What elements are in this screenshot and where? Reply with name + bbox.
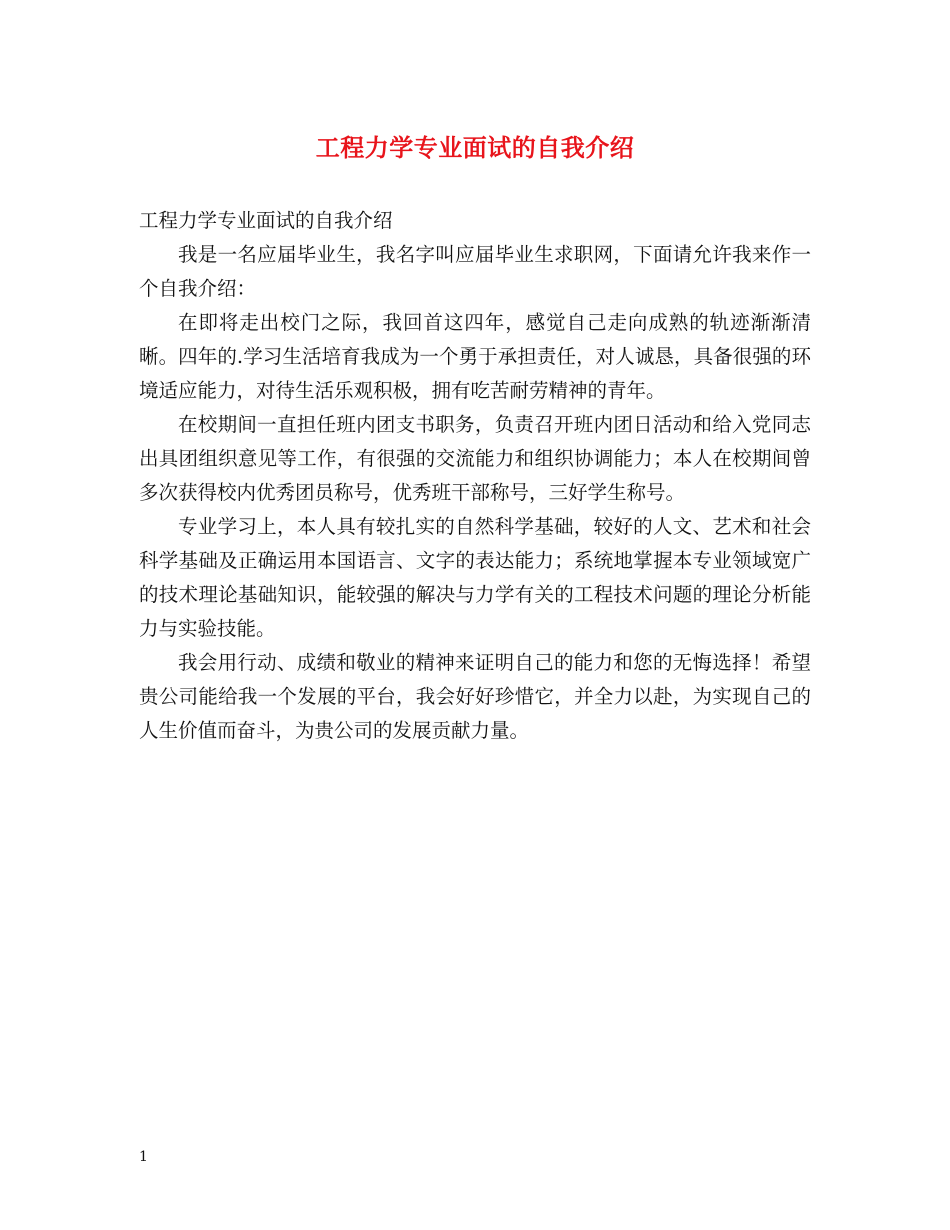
page-number: 1: [139, 1149, 148, 1165]
paragraph-4: 专业学习上，本人具有较扎实的自然科学基础，较好的人文、艺术和社会科学基础及正确运用本国语言、文字的表达能力；系统地掌握本专业领域宽广的技术理论基础知识，能较强的解决与力学有关的工程技术问题的理论分析能力与实验技能。: [139, 515, 811, 640]
document-title: 工程力学专业面试的自我介绍: [315, 133, 635, 162]
paragraph-5: 我会用行动、成绩和敬业的精神来证明自己的能力和您的无悔选择！希望贵公司能给我一个发展的平台，我会好好珍惜它，并全力以赴，为实现自己的人生价值而奋斗，为贵公司的发展贡献力量。: [139, 651, 811, 742]
document-body: [139, 204, 811, 748]
paragraph-3: 在校期间一直担任班内团支书职务，负责召开班内团日活动和给入党同志出具团组织意见等工作，有很强的交流能力和组织协调能力；本人在校期间曾多次获得校内优秀团员称号，优秀班干部称号，三好学生称号。: [139, 413, 811, 504]
document-subtitle: 工程力学专业面试的自我介绍: [139, 209, 393, 232]
paragraph-2: 在即将走出校门之际，我回首这四年，感觉自己走向成熟的轨迹渐渐清晰。四年的.学习生活培育我成为一个勇于承担责任，对人诚恳，具备很强的环境适应能力，对待生活乐观积极，拥有吃苦耐劳精神的青年。: [139, 311, 811, 402]
paragraph-1: 我是一名应届毕业生，我名字叫应届毕业生求职网，下面请允许我来作一个自我介绍：: [139, 243, 811, 300]
